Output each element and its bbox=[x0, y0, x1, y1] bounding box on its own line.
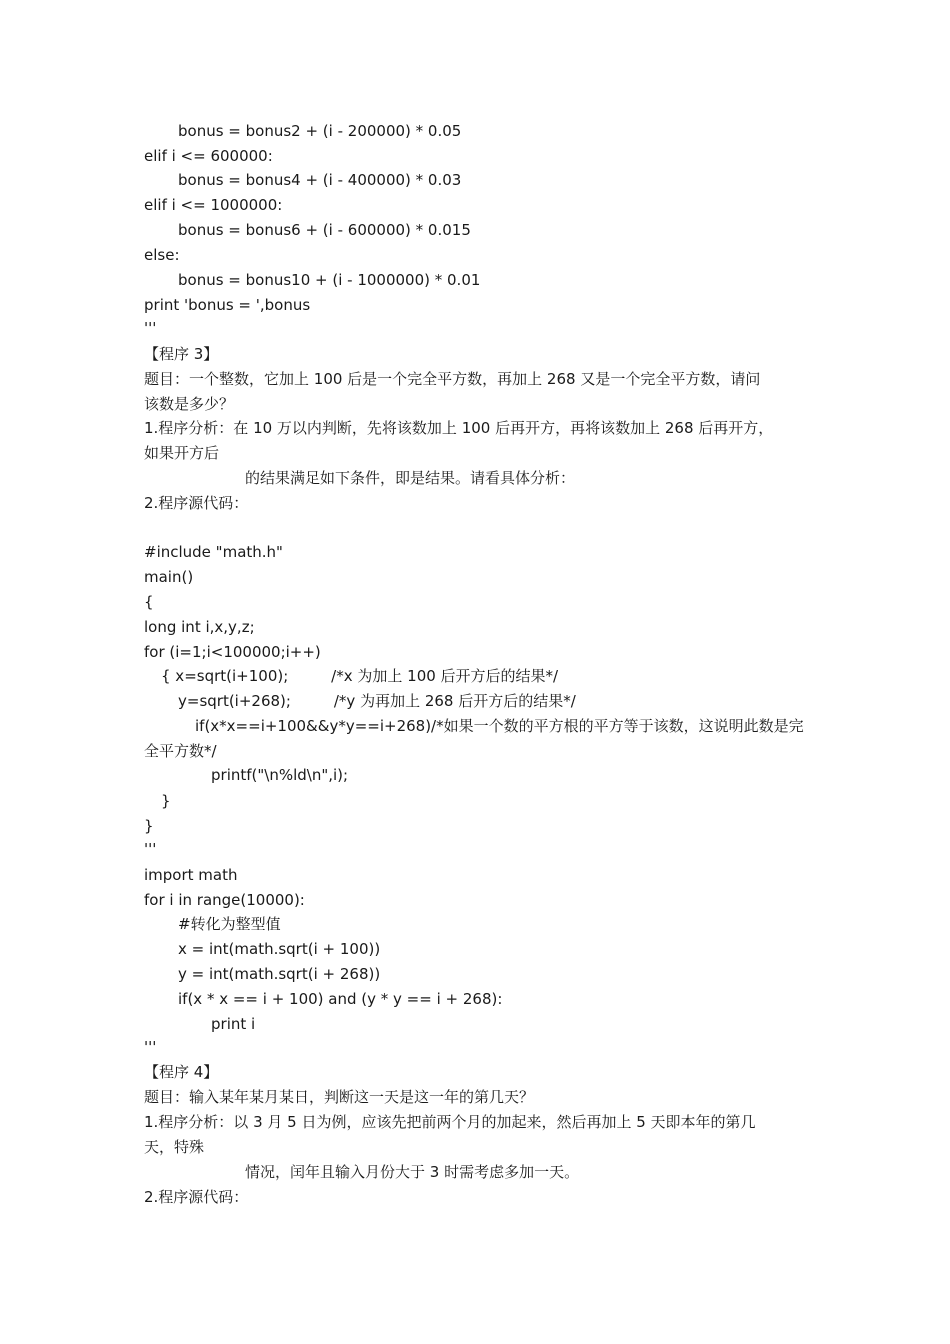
text-line: 2.程序源代码： bbox=[144, 1188, 249, 1206]
text-line: 该数是多少？ bbox=[144, 395, 235, 413]
code-line: #转化为整型值 bbox=[178, 915, 281, 933]
code-line: ''' bbox=[144, 1038, 157, 1056]
text-line: 天，特殊 bbox=[144, 1138, 205, 1156]
code-line: { x=sqrt(i+100); /*x 为加上 100 后开方后的结果*/ bbox=[161, 667, 559, 685]
code-line: import math bbox=[144, 866, 238, 884]
code-line: 全平方数*/ bbox=[144, 742, 217, 760]
text-line: bonus = bonus10 + (i - 1000000) * 0.01 bbox=[178, 271, 481, 289]
text-line: print 'bonus = ',bonus bbox=[144, 296, 311, 314]
code-line: { bbox=[144, 593, 154, 611]
code-line: if(x*x==i+100&&y*y==i+268)/*如果一个数的平方根的平方等于该数，这说明此数是完 bbox=[195, 717, 804, 735]
text-line: 题目：一个整数，它加上 100 后是一个完全平方数，再加上 268 又是一个完全平方数，请问 bbox=[144, 370, 761, 388]
code-line: } bbox=[144, 817, 154, 835]
code-line: for (i=1;i<100000;i++) bbox=[144, 643, 321, 661]
text-line: ''' bbox=[144, 319, 157, 337]
text-line: 的结果满足如下条件，即是结果。请看具体分析： bbox=[245, 469, 576, 487]
code-line: long int i,x,y,z; bbox=[144, 618, 255, 636]
code-line: ''' bbox=[144, 840, 157, 858]
text-line: 题目：输入某年某月某日，判断这一天是这一年的第几天？ bbox=[144, 1088, 535, 1106]
text-line: else: bbox=[144, 246, 180, 264]
code-line: #include "math.h" bbox=[144, 543, 283, 561]
section-heading: 【程序 3】 bbox=[144, 345, 219, 363]
code-line: if(x * x == i + 100) and (y * y == i + 268): bbox=[178, 990, 503, 1008]
code-line: print i bbox=[211, 1015, 256, 1033]
code-line: x = int(math.sqrt(i + 100)) bbox=[178, 940, 381, 958]
text-line: bonus = bonus6 + (i - 600000) * 0.015 bbox=[178, 221, 471, 239]
text-line: 1.程序分析：在 10 万以内判断，先将该数加上 100 后再开方，再将该数加上 268 后再开方， bbox=[144, 419, 774, 437]
text-line: 1.程序分析：以 3 月 5 日为例，应该先把前两个月的加起来，然后再加上 5 天即本年的第几 bbox=[144, 1113, 756, 1131]
code-line: } bbox=[161, 792, 171, 810]
code-line: main() bbox=[144, 568, 194, 586]
text-line: elif i <= 1000000: bbox=[144, 196, 283, 214]
text-line: elif i <= 600000: bbox=[144, 147, 273, 165]
code-line: printf("\n%ld\n",i); bbox=[211, 766, 349, 784]
text-line: bonus = bonus4 + (i - 400000) * 0.03 bbox=[178, 171, 462, 189]
code-line: y = int(math.sqrt(i + 268)) bbox=[178, 965, 381, 983]
text-line: bonus = bonus2 + (i - 200000) * 0.05 bbox=[178, 122, 462, 140]
text-line: 如果开方后 bbox=[144, 444, 220, 462]
code-line: for i in range(10000): bbox=[144, 891, 305, 909]
code-line: y=sqrt(i+268); /*y 为再加上 268 后开方后的结果*/ bbox=[178, 692, 576, 710]
text-line: 2.程序源代码： bbox=[144, 494, 249, 512]
section-heading: 【程序 4】 bbox=[144, 1063, 219, 1081]
text-line: 情况，闰年且输入月份大于 3 时需考虑多加一天。 bbox=[245, 1163, 580, 1181]
